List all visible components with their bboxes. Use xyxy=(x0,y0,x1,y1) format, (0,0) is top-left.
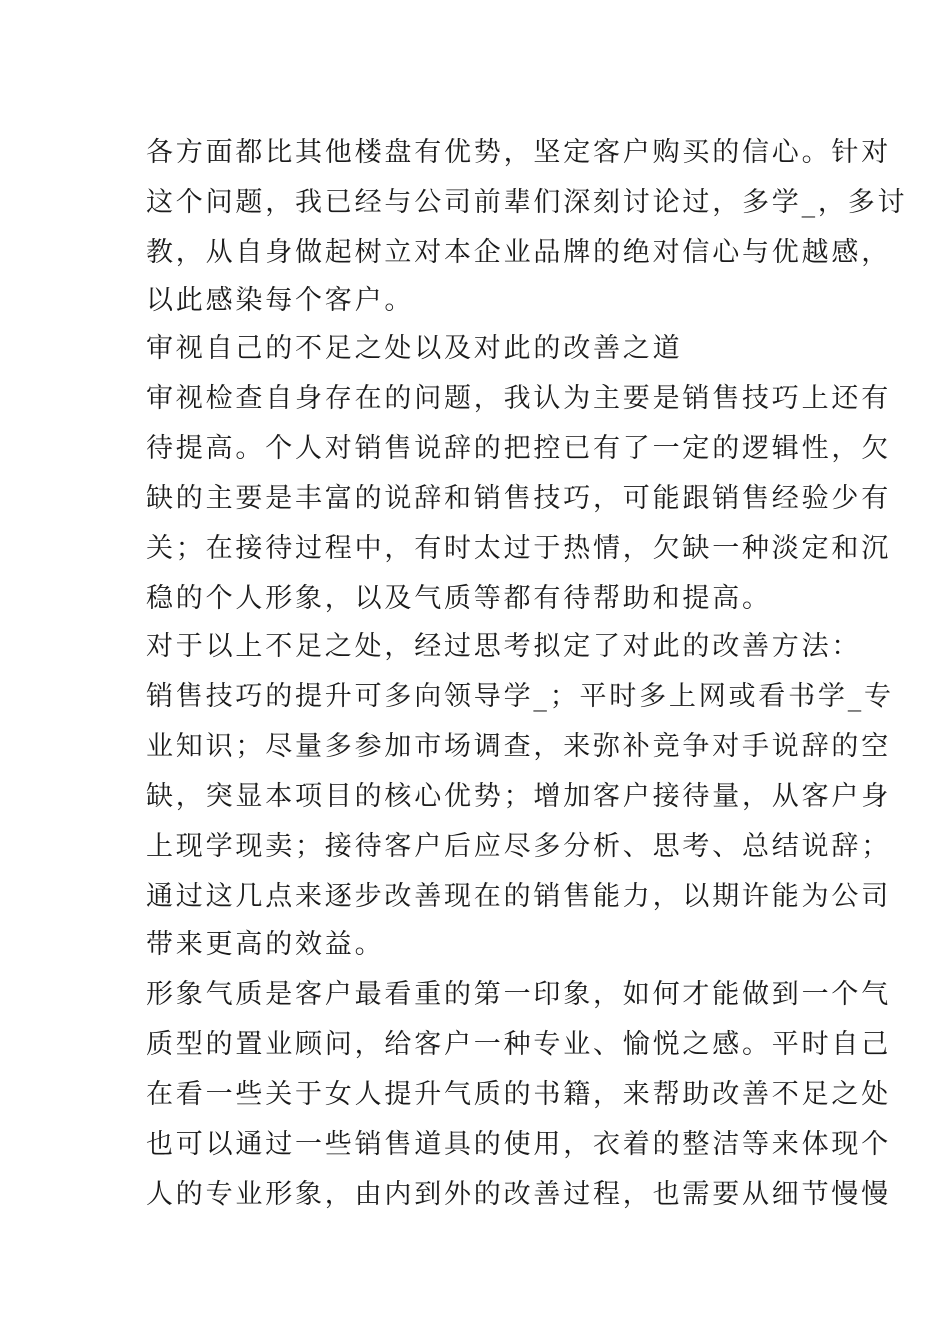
text-line: 形象气质是客户最看重的第一印象，如何才能做到一个气 xyxy=(146,979,891,1010)
text-line: 教，从自身做起树立对本企业品牌的绝对信心与优越感， xyxy=(146,237,891,268)
text-line: 对于以上不足之处，经过思考拟定了对此的改善方法： xyxy=(146,631,862,662)
text-line: 也可以通过一些销售道具的使用，衣着的整洁等来体现个 xyxy=(146,1129,891,1160)
text-line: 这个问题，我已经与公司前辈们深刻讨论过，多学_，多讨 xyxy=(146,187,908,218)
text-line: 缺的主要是丰富的说辞和销售技巧，可能跟销售经验少有 xyxy=(146,483,891,514)
text-line: 人的专业形象，由内到外的改善过程，也需要从细节慢慢 xyxy=(146,1179,891,1210)
text-line: 缺，突显本项目的核心优势；增加客户接待量，从客户身 xyxy=(146,781,891,812)
text-line: 带来更高的效益。 xyxy=(146,929,385,960)
text-line: 业知识；尽量多参加市场调查，来弥补竞争对手说辞的空 xyxy=(146,731,891,762)
text-line: 各方面都比其他楼盘有优势，坚定客户购买的信心。针对 xyxy=(146,137,891,168)
section-heading: 审视自己的不足之处以及对此的改善之道 xyxy=(146,333,683,364)
text-line: 上现学现卖；接待客户后应尽多分析、思考、总结说辞； xyxy=(146,831,891,862)
text-line: 在看一些关于女人提升气质的书籍，来帮助改善不足之处 xyxy=(146,1079,891,1110)
text-line: 待提高。个人对销售说辞的把控已有了一定的逻辑性，欠 xyxy=(146,433,891,464)
text-line: 销售技巧的提升可多向领导学_；平时多上网或看书学_专 xyxy=(146,681,894,712)
text-line: 质型的置业顾问，给客户一种专业、愉悦之感。平时自己 xyxy=(146,1029,891,1060)
text-line: 关；在接待过程中，有时太过于热情，欠缺一种淡定和沉 xyxy=(146,533,891,564)
text-line: 以此感染每个客户。 xyxy=(146,285,415,316)
text-line: 通过这几点来逐步改善现在的销售能力，以期许能为公司 xyxy=(146,881,891,912)
text-line: 稳的个人形象，以及气质等都有待帮助和提高。 xyxy=(146,583,772,614)
text-line: 审视检查自身存在的问题，我认为主要是销售技巧上还有 xyxy=(146,383,891,414)
